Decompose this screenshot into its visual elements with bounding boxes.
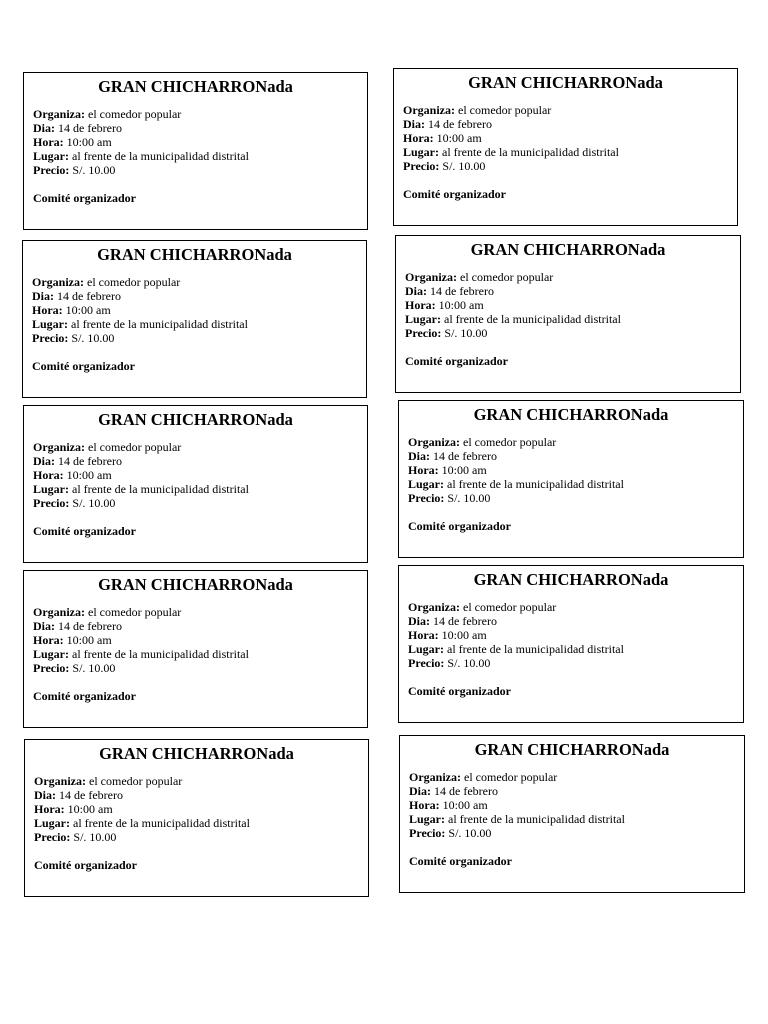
hora-label: Hora: [33, 135, 64, 149]
ticket-title: GRAN CHICHARRONada [474, 740, 670, 759]
dia-line [34, 788, 359, 802]
lugar-value: al frente de la municipalidad distrital [72, 482, 249, 496]
lugar-line [403, 145, 728, 159]
organiza-label: Organiza: [405, 270, 457, 284]
dia-value: 14 de febrero [428, 117, 492, 131]
lugar-line [33, 482, 358, 496]
lugar-line [33, 647, 358, 661]
lugar-value: al frente de la municipalidad distrital [71, 317, 248, 331]
precio-label: Precio: [409, 826, 446, 840]
hora-value: 10:00 am [442, 798, 488, 812]
precio-value: S/. 10.00 [72, 496, 116, 510]
ticket-title: GRAN CHICHARRONada [473, 570, 669, 589]
event-ticket [23, 405, 368, 563]
organiza-line [409, 770, 735, 784]
organiza-value: el comedor popular [463, 600, 557, 614]
organiza-line [33, 605, 358, 619]
hora-label: Hora: [403, 131, 434, 145]
lugar-label: Lugar: [32, 317, 68, 331]
ticket-title: GRAN CHICHARRONada [473, 405, 669, 424]
dia-label: Dia: [405, 284, 427, 298]
lugar-line [408, 477, 734, 491]
hora-label: Hora: [33, 633, 64, 647]
ticket-footer: Comité organizador [34, 858, 137, 872]
dia-line [33, 454, 358, 468]
precio-line [408, 656, 734, 670]
precio-line [405, 326, 731, 340]
organiza-line [34, 774, 359, 788]
organiza-value: el comedor popular [87, 275, 181, 289]
lugar-value: al frente de la municipalidad distrital [72, 647, 249, 661]
precio-line [33, 496, 358, 510]
dia-label: Dia: [409, 784, 431, 798]
hora-line [34, 802, 359, 816]
precio-label: Precio: [34, 830, 71, 844]
ticket-title: GRAN CHICHARRONada [99, 744, 294, 763]
organiza-value: el comedor popular [460, 270, 554, 284]
hora-value: 10:00 am [438, 298, 484, 312]
hora-label: Hora: [405, 298, 436, 312]
dia-value: 14 de febrero [57, 289, 121, 303]
hora-value: 10:00 am [441, 463, 487, 477]
organiza-line [405, 270, 731, 284]
ticket-title: GRAN CHICHARRONada [98, 410, 293, 429]
lugar-line [32, 317, 357, 331]
organiza-line [408, 600, 734, 614]
precio-label: Precio: [403, 159, 440, 173]
dia-label: Dia: [408, 614, 430, 628]
hora-line [33, 633, 358, 647]
ticket-footer: Comité organizador [409, 854, 512, 868]
hora-line [405, 298, 731, 312]
lugar-value: al frente de la municipalidad distrital [447, 477, 624, 491]
lugar-value: al frente de la municipalidad distrital [442, 145, 619, 159]
dia-value: 14 de febrero [430, 284, 494, 298]
hora-label: Hora: [409, 798, 440, 812]
precio-value: S/. 10.00 [447, 656, 491, 670]
hora-label: Hora: [32, 303, 63, 317]
event-ticket [24, 739, 369, 897]
precio-value: S/. 10.00 [72, 163, 116, 177]
precio-line [408, 491, 734, 505]
dia-value: 14 de febrero [58, 454, 122, 468]
ticket-footer: Comité organizador [405, 354, 508, 368]
hora-line [408, 628, 734, 642]
precio-label: Precio: [33, 496, 70, 510]
hora-value: 10:00 am [66, 135, 112, 149]
precio-line [32, 331, 357, 345]
dia-line [409, 784, 735, 798]
hora-value: 10:00 am [66, 468, 112, 482]
dia-value: 14 de febrero [58, 121, 122, 135]
dia-line [405, 284, 731, 298]
ticket-footer: Comité organizador [408, 519, 511, 533]
precio-line [33, 661, 358, 675]
organiza-value: el comedor popular [88, 605, 182, 619]
lugar-label: Lugar: [408, 642, 444, 656]
organiza-label: Organiza: [409, 770, 461, 784]
lugar-value: al frente de la municipalidad distrital [73, 816, 250, 830]
hora-line [32, 303, 357, 317]
dia-label: Dia: [33, 454, 55, 468]
precio-label: Precio: [33, 163, 70, 177]
precio-label: Precio: [408, 491, 445, 505]
ticket-footer: Comité organizador [33, 689, 136, 703]
lugar-label: Lugar: [405, 312, 441, 326]
dia-label: Dia: [408, 449, 430, 463]
ticket-footer: Comité organizador [403, 187, 506, 201]
event-ticket [398, 565, 744, 723]
precio-line [33, 163, 358, 177]
lugar-label: Lugar: [34, 816, 70, 830]
precio-line [34, 830, 359, 844]
organiza-label: Organiza: [33, 107, 85, 121]
organiza-label: Organiza: [408, 435, 460, 449]
organiza-value: el comedor popular [458, 103, 552, 117]
organiza-label: Organiza: [32, 275, 84, 289]
event-ticket [395, 235, 741, 393]
precio-label: Precio: [33, 661, 70, 675]
hora-line [403, 131, 728, 145]
lugar-label: Lugar: [33, 482, 69, 496]
precio-value: S/. 10.00 [447, 491, 491, 505]
hora-label: Hora: [408, 463, 439, 477]
organiza-label: Organiza: [34, 774, 86, 788]
precio-value: S/. 10.00 [448, 826, 492, 840]
hora-value: 10:00 am [67, 802, 113, 816]
lugar-label: Lugar: [409, 812, 445, 826]
ticket-title: GRAN CHICHARRONada [470, 240, 666, 259]
organiza-value: el comedor popular [88, 440, 182, 454]
lugar-line [33, 149, 358, 163]
precio-label: Precio: [405, 326, 442, 340]
lugar-line [408, 642, 734, 656]
organiza-value: el comedor popular [88, 107, 182, 121]
event-ticket [22, 240, 367, 398]
event-ticket [398, 400, 744, 558]
lugar-value: al frente de la municipalidad distrital [444, 312, 621, 326]
precio-value: S/. 10.00 [72, 661, 116, 675]
hora-value: 10:00 am [65, 303, 111, 317]
event-ticket [399, 735, 745, 893]
dia-line [33, 121, 358, 135]
lugar-label: Lugar: [33, 149, 69, 163]
ticket-title: GRAN CHICHARRONada [98, 575, 293, 594]
hora-value: 10:00 am [66, 633, 112, 647]
hora-line [409, 798, 735, 812]
dia-line [403, 117, 728, 131]
lugar-line [405, 312, 731, 326]
hora-value: 10:00 am [436, 131, 482, 145]
hora-label: Hora: [408, 628, 439, 642]
lugar-label: Lugar: [408, 477, 444, 491]
organiza-line [33, 440, 358, 454]
ticket-footer: Comité organizador [408, 684, 511, 698]
lugar-line [34, 816, 359, 830]
organiza-label: Organiza: [408, 600, 460, 614]
dia-line [32, 289, 357, 303]
hora-line [33, 135, 358, 149]
lugar-value: al frente de la municipalidad distrital [447, 642, 624, 656]
precio-line [409, 826, 735, 840]
organiza-label: Organiza: [33, 440, 85, 454]
dia-value: 14 de febrero [434, 784, 498, 798]
ticket-footer: Comité organizador [33, 191, 136, 205]
ticket-title: GRAN CHICHARRONada [468, 73, 663, 92]
ticket-title: GRAN CHICHARRONada [97, 245, 292, 264]
dia-line [408, 449, 734, 463]
precio-value: S/. 10.00 [442, 159, 486, 173]
hora-label: Hora: [34, 802, 65, 816]
precio-label: Precio: [408, 656, 445, 670]
lugar-value: al frente de la municipalidad distrital [448, 812, 625, 826]
dia-value: 14 de febrero [59, 788, 123, 802]
organiza-value: el comedor popular [463, 435, 557, 449]
dia-label: Dia: [403, 117, 425, 131]
organiza-line [33, 107, 358, 121]
precio-value: S/. 10.00 [444, 326, 488, 340]
organiza-line [403, 103, 728, 117]
organiza-line [32, 275, 357, 289]
dia-line [408, 614, 734, 628]
dia-label: Dia: [32, 289, 54, 303]
event-ticket [23, 570, 368, 728]
hora-label: Hora: [33, 468, 64, 482]
precio-value: S/. 10.00 [73, 830, 117, 844]
lugar-label: Lugar: [403, 145, 439, 159]
ticket-footer: Comité organizador [33, 524, 136, 538]
dia-value: 14 de febrero [433, 614, 497, 628]
ticket-footer: Comité organizador [32, 359, 135, 373]
dia-line [33, 619, 358, 633]
hora-line [33, 468, 358, 482]
organiza-value: el comedor popular [89, 774, 183, 788]
dia-value: 14 de febrero [58, 619, 122, 633]
dia-label: Dia: [34, 788, 56, 802]
organiza-value: el comedor popular [464, 770, 558, 784]
organiza-line [408, 435, 734, 449]
lugar-label: Lugar: [33, 647, 69, 661]
organiza-label: Organiza: [33, 605, 85, 619]
lugar-value: al frente de la municipalidad distrital [72, 149, 249, 163]
precio-value: S/. 10.00 [71, 331, 115, 345]
precio-line [403, 159, 728, 173]
precio-label: Precio: [32, 331, 69, 345]
event-ticket [23, 72, 368, 230]
hora-value: 10:00 am [441, 628, 487, 642]
hora-line [408, 463, 734, 477]
lugar-line [409, 812, 735, 826]
organiza-label: Organiza: [403, 103, 455, 117]
dia-value: 14 de febrero [433, 449, 497, 463]
event-ticket [393, 68, 738, 226]
dia-label: Dia: [33, 121, 55, 135]
dia-label: Dia: [33, 619, 55, 633]
ticket-title: GRAN CHICHARRONada [98, 77, 293, 96]
